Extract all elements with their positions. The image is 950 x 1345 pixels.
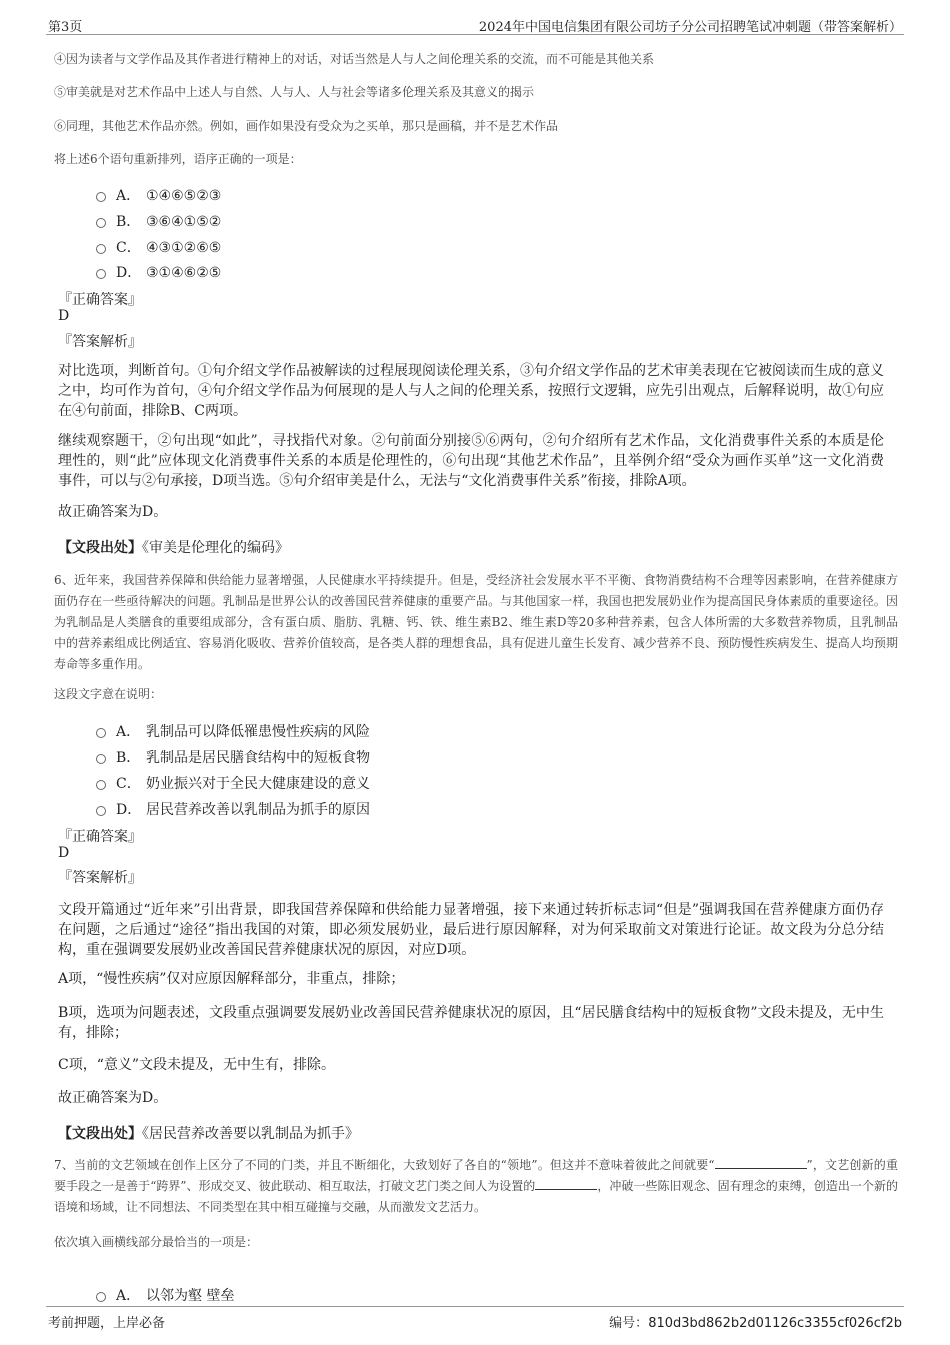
- q6-option-c[interactable]: C． 奶业振兴对于全民大健康建设的意义: [96, 773, 370, 793]
- q5-option-b[interactable]: B． ③⑥④①⑤②: [96, 211, 221, 231]
- q6-analysis-p3: B项，选项为问题表述，文段重点强调要发展奶业改善国民营养健康状况的原因，且“居民膳食结构中的短板食物”文段未提及，无中生有，排除；: [58, 1005, 884, 1041]
- q6-analysis-label: 『答案解析』: [58, 870, 142, 886]
- q6-source: 【文段出处】《居民营养改善要以乳制品为抓手》: [58, 1126, 359, 1142]
- page-header: [46, 14, 904, 35]
- q5-analysis-p2: 继续观察题干，②句出现“如此”，寻找指代对象。②句前面分别接⑤⑥两句，②句介绍所有艺术作品，文化消费事件关系的本质是伦理性的，则“此”应体现文化消费事件关系的本质是伦理性的，⑥句出现“其他艺术作品”，且举例介绍“受众为画作买单”这一文化消费事件，可以与②句承接，D项当选。⑤句介绍审美是什么，无法与“文化消费事件关系”衔接，排除A项。: [58, 433, 884, 489]
- radio-icon[interactable]: [96, 244, 106, 254]
- fill-blank-1: [715, 1156, 807, 1169]
- radio-icon[interactable]: [96, 806, 106, 816]
- radio-icon[interactable]: [96, 728, 106, 738]
- q5-sentence-5: ⑤审美就是对艺术作品中上述人与自然、人与人、人与社会等诸多伦理关系及其意义的揭示: [54, 85, 535, 99]
- q5-analysis-p3: 故正确答案为D。: [58, 504, 168, 520]
- q5-sentence-4: ④因为读者与文学作品及其作者进行精神上的对话，对话当然是人与人之间伦理关系的交流，而不可能是其他关系: [54, 52, 655, 66]
- document-code: 编号：810d3bd862b2d01126c3355cf026cf2b: [609, 1316, 902, 1331]
- q6-analysis-p2: A项，“慢性疾病”仅对应原因解释部分，非重点，排除；: [58, 971, 405, 987]
- radio-icon[interactable]: [96, 754, 106, 764]
- radio-icon[interactable]: [96, 269, 106, 279]
- q5-analysis-label: 『答案解析』: [58, 334, 142, 350]
- document-title: 2024年中国电信集团有限公司坊子分公司招聘笔试冲刺题（带答案解析）: [478, 20, 902, 35]
- q5-sentence-6: ⑥同理，其他艺术作品亦然。例如，画作如果没有受众为之买单，那只是画稿，并不是艺术作品: [54, 119, 559, 133]
- q5-prompt: 将上述6个语句重新排列，语序正确的一项是：: [54, 152, 302, 166]
- q6-answer: D: [58, 845, 70, 861]
- q7-prompt: 依次填入画横线部分最恰当的一项是：: [54, 1235, 259, 1249]
- q5-source: 【文段出处】《审美是伦理化的编码》: [58, 540, 289, 556]
- q5-analysis-p1: 对比选项，判断首句。①句介绍文学作品被解读的过程展现阅读伦理关系，③句介绍文学作品的艺术审美表现在它被阅读而生成的意义之中，均可作为首句，④句介绍文学作品为何展现的是人与人之间的伦理关系，按照行文逻辑，应先引出观点，后解释说明，故①句应在④句前面，排除B、C两项。: [58, 363, 884, 419]
- q6-option-d[interactable]: D． 居民营养改善以乳制品为抓手的原因: [96, 799, 370, 819]
- fill-blank-2: [535, 1177, 597, 1190]
- q5-option-a[interactable]: A． ①④⑥⑤②③: [96, 185, 221, 205]
- q6-analysis-p1: 文段开篇通过“近年来”引出背景，即我国营养保障和供给能力显著增强，接下来通过转折标志词“但是”强调我国在营养健康方面仍存在问题，之后通过“途径”指出我国的对策，即必须发展奶业，最后进行原因解释，对为何采取前文对策进行论证。故文段为分总分结构，重在强调要发展奶业改善国民营养健康状况的原因，对应D项。: [58, 902, 884, 958]
- q6-analysis-p5: 故正确答案为D。: [58, 1090, 168, 1106]
- q7-option-a[interactable]: A． 以邻为壑 壁垒: [96, 1285, 234, 1305]
- q7-stem: 7、当前的文艺领域在创作上区分了不同的门类，并且不断细化，大致划好了各自的“领地”。但这并不意味着彼此之间就要“ ”，文艺创新的重要手段之一是善于“跨界”、形成交叉、彼此联动、相互取法，打破文艺门类之间人为设置的 ，冲破一些陈旧观念、固有理念的束缚，创造出一个新的语境和场域，让不同想法、不同类型在其中相互碰撞与交融，从而激发文艺活力。: [54, 1158, 899, 1214]
- q6-option-a[interactable]: A． 乳制品可以降低罹患慢性疾病的风险: [96, 721, 370, 741]
- q6-prompt: 这段文字意在说明：: [54, 687, 163, 701]
- q5-answer: D: [58, 308, 70, 324]
- radio-icon[interactable]: [96, 218, 106, 228]
- q5-option-d[interactable]: D． ③①④⑥②⑤: [96, 262, 221, 282]
- q6-answer-label: 『正确答案』: [58, 829, 142, 845]
- q5-option-c[interactable]: C． ④③①②⑥⑤: [96, 237, 221, 257]
- q6-analysis-p4: C项，“意义”文段未提及，无中生有，排除。: [58, 1057, 336, 1073]
- footer-slogan: 考前押题，上岸必备: [48, 1316, 166, 1331]
- page-footer: [46, 1306, 904, 1331]
- q6-stem: 6、近年来，我国营养保障和供给能力显著增强，人民健康水平持续提升。但是，受经济社会发展水平不平衡、食物消费结构不合理等因素影响，在营养健康方面仍存在一些亟待解决的问题。乳制品是世界公认的改善国民营养健康的重要产品。与其他国家一样，我国也把发展奶业作为提高国民身体素质的重要途径。因为乳制品是人类膳食的重要组成部分，含有蛋白质、脂肪、乳糖、钙、铁、维生素B2、维生素D等20多种营养素，包含人体所需的大多数营养物质，且乳制品中的营养素组成比例适宜、容易消化吸收、营养价值较高，是各类人群的理想食品，具有促进儿童生长发育、减少营养不良、预防慢性疾病发生、提高人均预期寿命等多重作用。: [54, 573, 898, 671]
- radio-icon[interactable]: [96, 780, 106, 790]
- radio-icon[interactable]: [96, 1292, 106, 1302]
- radio-icon[interactable]: [96, 192, 106, 202]
- page-number: 第3页: [48, 20, 83, 35]
- q5-answer-label: 『正确答案』: [58, 292, 142, 308]
- q6-option-b[interactable]: B． 乳制品是居民膳食结构中的短板食物: [96, 747, 370, 767]
